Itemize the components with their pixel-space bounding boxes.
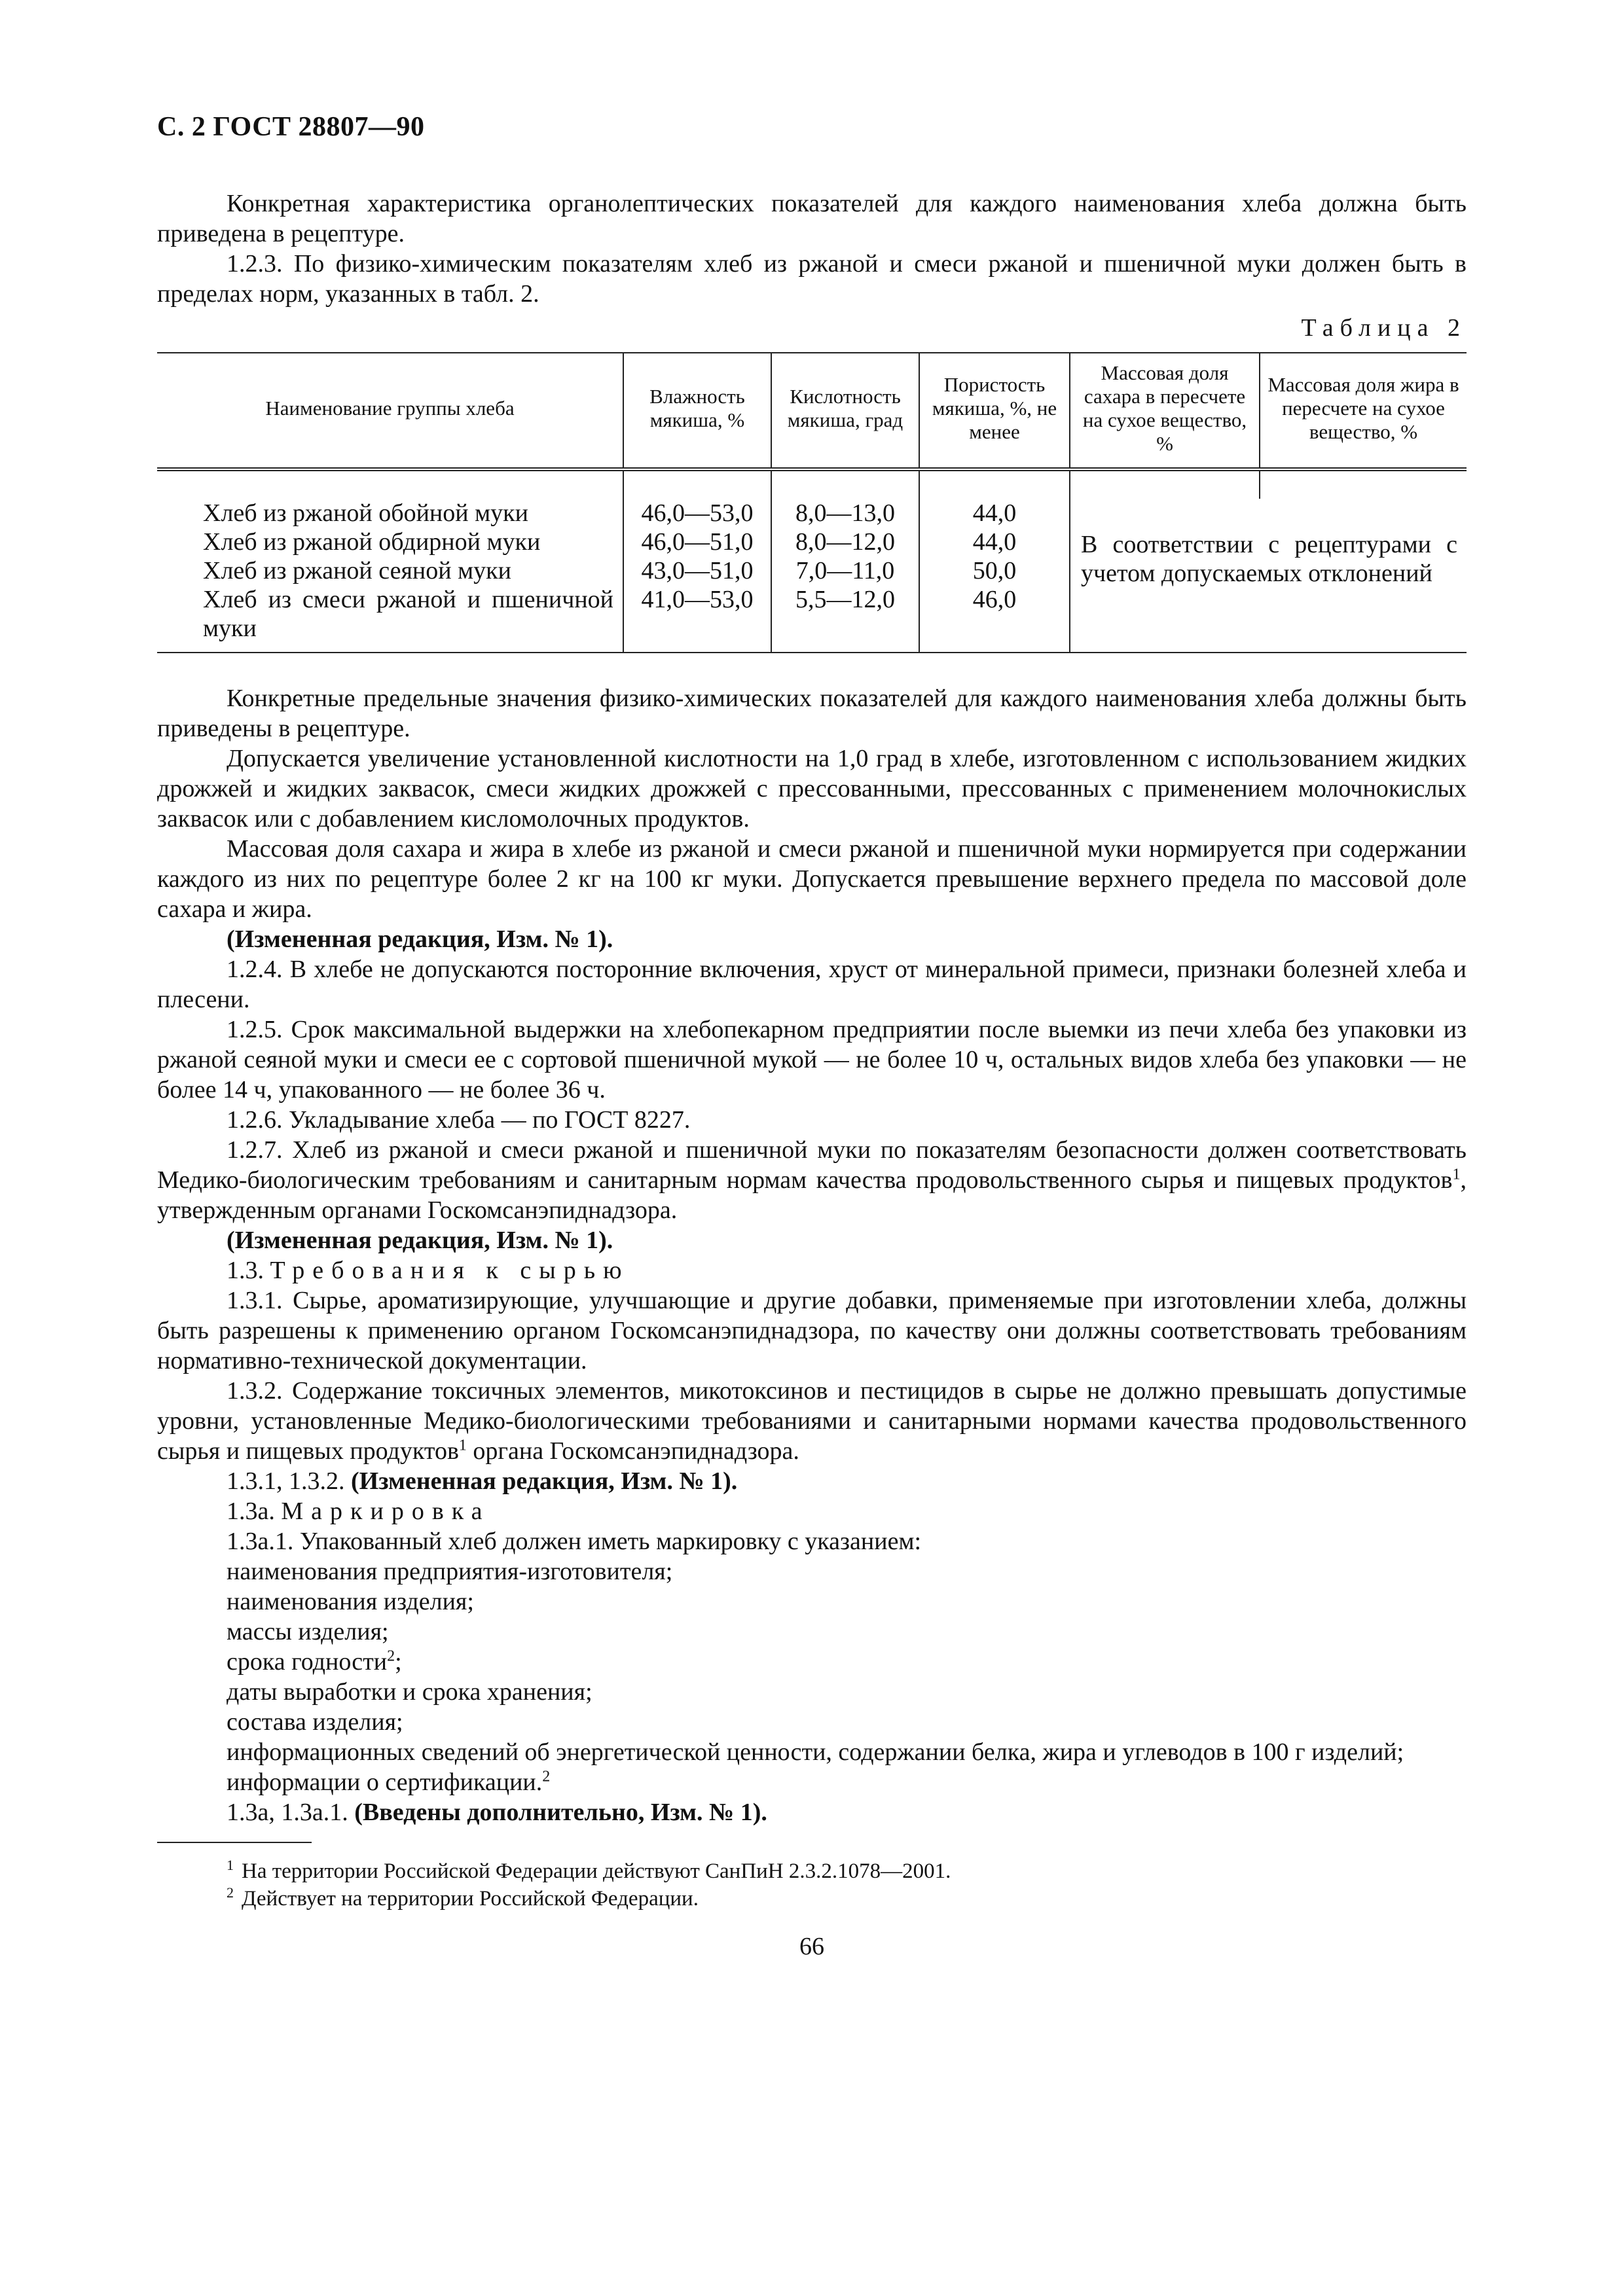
list-item: наименования предприятия-изготовителя; — [227, 1558, 673, 1585]
table-body-row — [157, 499, 1467, 653]
table-header-row — [157, 353, 1467, 469]
paragraph-1-3-1: 1.3.1. Сырье, ароматизирующие, улучшающие и другие добавки, применяемые при изготовлении хлеба, должны быть разрешены к применению органом Госкомсанэпиднадзора, по качеству они должны соответствовать требованиям нормативно-технической документации. — [157, 1287, 1467, 1374]
table-cell-porosity: 46,0 — [972, 586, 1017, 613]
table-cell-moisture: 43,0—51,0 — [641, 557, 754, 584]
paragraph-1-2-4: 1.2.4. В хлебе не допускаются посторонние включения, хруст от минеральной примеси, признаки болезней хлеба и плесени. — [157, 956, 1467, 1013]
table-cell-sugar-fat-text: В соответствии с рецептурами с учетом допускаемых отклонений — [1081, 531, 1457, 587]
amendment-note-1: (Измененная редакция, Изм. № 1). — [227, 925, 613, 953]
table-col-moisture — [623, 499, 771, 653]
table-cell-moisture: 41,0—53,0 — [641, 586, 754, 613]
table-cell-acidity: 7,0—11,0 — [795, 557, 895, 584]
list-item: информационных сведений об энергетической ценности, содержании белка, жира и углеводов в 100 г изделий; — [227, 1738, 1404, 1766]
section-heading-1-3: 1.3. Требования к сырью — [227, 1257, 630, 1284]
footnote-ref: 2 — [542, 1768, 551, 1785]
paragraph-1-3-2: 1.3.2. Содержание токсичных элементов, микотоксинов и пестицидов в сырье не должно превышать допустимые уровни, установленные Медико-биологическими требованиями и санитарными нормами качества продовольственного сырья и пищевых продуктов$^1$ органа Госкомсанэпиднадзора. — [157, 1377, 1467, 1465]
list-item: срока годности$^2$; — [227, 1647, 402, 1676]
th-moisture: Влажность мякиша, % — [623, 353, 771, 469]
amendment-note-3: 1.3.1, 1.3.2. (Измененная редакция, Изм. № 1). — [227, 1467, 738, 1495]
table-cell-sugar-fat — [1070, 499, 1467, 653]
table-cell-moisture: 46,0—53,0 — [641, 499, 754, 527]
table-cell-name: Хлеб из смеси ржаной и пшеничной муки — [203, 586, 613, 642]
th-porosity: Пористость мякиша, %, не менее — [919, 353, 1070, 469]
paragraph-intro: Конкретная характеристика органолептических показателей для каждого наименования хлеба должна быть приведена в рецептуре. — [157, 190, 1467, 247]
table-cell-acidity: 5,5—12,0 — [795, 586, 895, 613]
paragraph-1-2-3: 1.2.3. По физико-химическим показателям хлеб из ржаной и смеси ржаной и пшеничной муки должен быть в пределах норм, указанных в табл. 2. — [157, 250, 1467, 308]
table-cell-name: Хлеб из ржаной обойной муки — [203, 499, 528, 527]
paragraph-1-3a-1: 1.3а.1. Упакованный хлеб должен иметь маркировку с указанием: — [227, 1528, 922, 1555]
document-page — [157, 111, 1467, 1961]
footnote-ref: 1 — [1452, 1166, 1461, 1183]
table-caption: Таблица 2 — [1301, 314, 1467, 342]
list-item: информации о сертификации.$^2$ — [227, 1768, 551, 1796]
footnote-ref: 1 — [458, 1437, 467, 1454]
table-cell-porosity: 50,0 — [972, 557, 1017, 584]
section-heading-1-3a: 1.3а. Маркировка — [227, 1498, 490, 1525]
list-item: массы изделия; — [227, 1618, 389, 1645]
list-item: наименования изделия; — [227, 1588, 474, 1615]
page-header: С. 2 ГОСТ 28807—90 — [157, 112, 425, 142]
paragraph-mass: Массовая доля сахара и жира в хлебе из ржаной и смеси ржаной и пшеничной муки нормируется при содержании каждого из них по рецептуре более 2 кг на 100 кг муки. Допускается превышение верхнего предела по массовой доле сахара и жира. — [157, 835, 1467, 923]
amendment-note-4: 1.3а, 1.3а.1. (Введены дополнительно, Изм. № 1). — [227, 1799, 767, 1826]
table-2 — [157, 352, 1467, 653]
paragraph-limits: Конкретные предельные значения физико-химических показателей для каждого наименования хлеба должны быть приведены в рецептуре. — [157, 685, 1467, 742]
table-cell-porosity: 44,0 — [972, 499, 1017, 527]
paragraph-1-2-6: 1.2.6. Укладывание хлеба — по ГОСТ 8227. — [227, 1106, 691, 1134]
table-cell-porosity: 44,0 — [972, 528, 1017, 556]
paragraph-acidity: Допускается увеличение установленной кислотности на 1,0 град в хлебе, изготовленном с использованием жидких дрожжей и жидких заквасок, смеси жидких дрожжей с прессованными, прессованных с применением молочнокислых заквасок или с добавлением кисломолочных продуктов. — [157, 745, 1467, 833]
footnote-divider — [157, 1842, 312, 1843]
th-group-name: Наименование группы хлеба — [157, 353, 623, 469]
table-cell-moisture: 46,0—51,0 — [641, 528, 754, 556]
table-cell-name: Хлеб из ржаной сеяной муки — [203, 557, 511, 584]
th-acidity: Кислотность мякиша, град — [771, 353, 919, 469]
amendment-note-2: (Измененная редакция, Изм. № 1). — [227, 1227, 613, 1254]
table-cell-acidity: 8,0—13,0 — [795, 499, 895, 527]
footnote-1: $^1$ На территории Российской Федерации действуют СанПиН 2.3.2.1078—2001. — [227, 1857, 951, 1883]
table-cell-acidity: 8,0—12,0 — [795, 528, 895, 556]
table-col-porosity — [919, 499, 1070, 653]
list-item: состава изделия; — [227, 1708, 403, 1736]
paragraph-1-2-7: 1.2.7. Хлеб из ржаной и смеси ржаной и пшеничной муки по показателям безопасности должен соответствовать Медико-биологическим требованиям и санитарным нормам качества продовольственного сырья и пищевых продуктов$^1$, утвержденным органами Госкомсанэпиднадзора. — [157, 1136, 1467, 1224]
th-sugar: Массовая доля сахара в пересчете на сухое вещество, % — [1070, 353, 1260, 469]
table-col-acidity — [771, 499, 919, 653]
footnote-2: $^2$ Действует на территории Российской Федерации. — [227, 1884, 699, 1910]
list-item: даты выработки и срока хранения; — [227, 1678, 593, 1706]
table-spacer-row — [157, 469, 1467, 499]
paragraph-1-2-5: 1.2.5. Срок максимальной выдержки на хлебопекарном предприятии после выемки из печи хлеба без упаковки из ржаной сеяной муки и смеси ее с сортовой пшеничной мукой — не более 10 ч, остальных видов хлеба без упаковки — не более 14 ч, упакованного — не более 36 ч. — [157, 1016, 1467, 1103]
page-number: 66 — [799, 1933, 824, 1960]
footnote-ref: 2 — [387, 1647, 395, 1665]
table-col-names — [157, 499, 623, 653]
table-cell-name: Хлеб из ржаной обдирной муки — [203, 528, 541, 556]
th-fat: Массовая доля жира в пересчете на сухое вещество, % — [1260, 353, 1467, 469]
